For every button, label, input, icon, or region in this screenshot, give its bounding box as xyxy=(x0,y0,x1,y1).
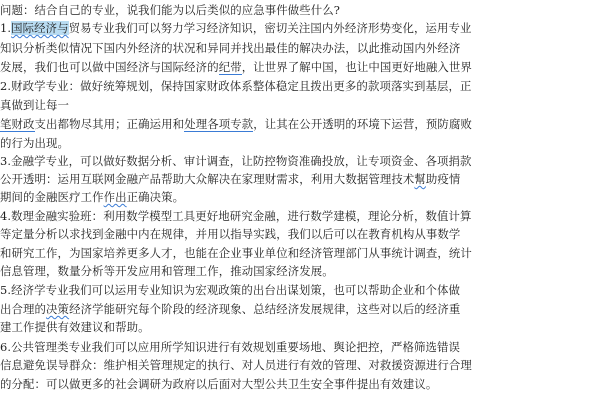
text-line xyxy=(0,340,600,354)
text-line xyxy=(0,21,600,35)
text-span: 建工作提供有效建议和帮助。 xyxy=(0,320,150,334)
question-title xyxy=(0,3,600,17)
flagged-word: 笔财政 xyxy=(0,117,35,131)
item-number: 1. xyxy=(0,21,12,35)
text-span: 3.金融学专业，可以做好数据分析、审计调查，让防控物资准确投放，让专项资金、各项捐款 xyxy=(0,154,472,168)
text-span: ，让世界了解中国，也让中国更好地融入世界 xyxy=(241,60,472,74)
flagged-word: 处理各项专款 xyxy=(184,117,254,131)
text-span: 知识分析类似情况下国内外经济的状况和异同并找出最佳的解决办法，以此推动国内外经济 xyxy=(0,41,461,55)
text-line xyxy=(0,358,600,372)
text-span: 助疫情 xyxy=(425,172,461,186)
flagged-word: 作出 xyxy=(103,190,127,204)
text-span: 公开透明：运用互联网金融产品帮助大众解决在家理财需求，利用大数据管理技术 xyxy=(0,172,415,186)
text-span: 信息避免误导群众：维护相关管理规定的执行、对人员进行有效的管理、对救援资源进行合理 xyxy=(0,358,472,372)
text-span: 信息管理，数量分析等开发应用和管理工作，推动国家经济发展。 xyxy=(0,264,334,278)
flagged-word: 决策 xyxy=(46,302,70,316)
text-span: 正确决策。 xyxy=(126,190,185,204)
flagged-word: 纪带 xyxy=(218,60,242,74)
text-span: 贸易专业我们可以努力学习经济知识，密切关注国内外经济形势变化，运用专业 xyxy=(68,21,472,35)
text-line xyxy=(0,190,600,204)
text-line xyxy=(0,98,600,112)
text-line xyxy=(0,377,600,391)
text-span: 的行为出现。 xyxy=(0,136,70,150)
text-span: 6.公共管理类专业我们可以应用所学知识进行有效规划重要场地、舆论把控，严格筛选错误 xyxy=(0,340,461,354)
text-span: 真做到让每一 xyxy=(0,98,70,112)
text-line xyxy=(0,227,600,241)
text-line xyxy=(0,302,600,316)
text-span: 期间的金融医疗工作 xyxy=(0,190,104,204)
text-line xyxy=(0,209,600,223)
text-line xyxy=(0,246,600,260)
text-line xyxy=(0,320,600,334)
text-span: 4.数理金融实验班：利用数学模型工具更好地研究金融，进行数学建模，理论分析，数值计算 xyxy=(0,209,472,223)
text-span: 2.财政学专业：做好统筹规划，保持国家财政体系整体稳定且拨出更多的款项落实到基层，正 xyxy=(0,79,472,93)
flagged-word: 幫 xyxy=(414,172,426,186)
text-span: 出合理的 xyxy=(0,302,47,316)
text-span: 等定量分析以求找到金融中内在规律，并用以指导实践，我们以后可以在教育机构从事数学 xyxy=(0,227,461,241)
highlighted-term: 国际经济与 xyxy=(11,21,69,35)
text-line xyxy=(0,41,600,55)
text-span: 经济学能研究每个阶段的经济现象、总结经济发展规律，这些对以后的经济重 xyxy=(69,302,461,316)
question-title-text: 问题：结合自己的专业，说我们能为以后类似的应急事件做些什么? xyxy=(0,3,341,17)
text-span: 和研究工作，为国家培养更多人才，也能在企业事业单位和经济管理部门从事统计调查，统计 xyxy=(0,246,472,260)
text-line xyxy=(0,79,600,93)
text-span: 5.经济学专业我们可以运用专业知识为宏观政策的出台出谋划策，也可以帮助企业和个体做 xyxy=(0,283,461,297)
text-line xyxy=(0,60,600,74)
text-span: 发展，我们也可以做中国经济与国际经济的 xyxy=(0,60,219,74)
text-span: 支出都物尽其用；正确运用和 xyxy=(34,117,185,131)
text-line xyxy=(0,136,600,150)
text-line xyxy=(0,117,600,131)
text-span: 的分配：可以做更多的社会调研为政府以后面对大型公共卫生安全事件提出有效建议。 xyxy=(0,377,438,391)
text-line xyxy=(0,172,600,186)
text-span: ，让其在公开透明的环境下运营，预防腐败 xyxy=(253,117,472,131)
text-line xyxy=(0,283,600,297)
text-line xyxy=(0,264,600,278)
text-line xyxy=(0,154,600,168)
